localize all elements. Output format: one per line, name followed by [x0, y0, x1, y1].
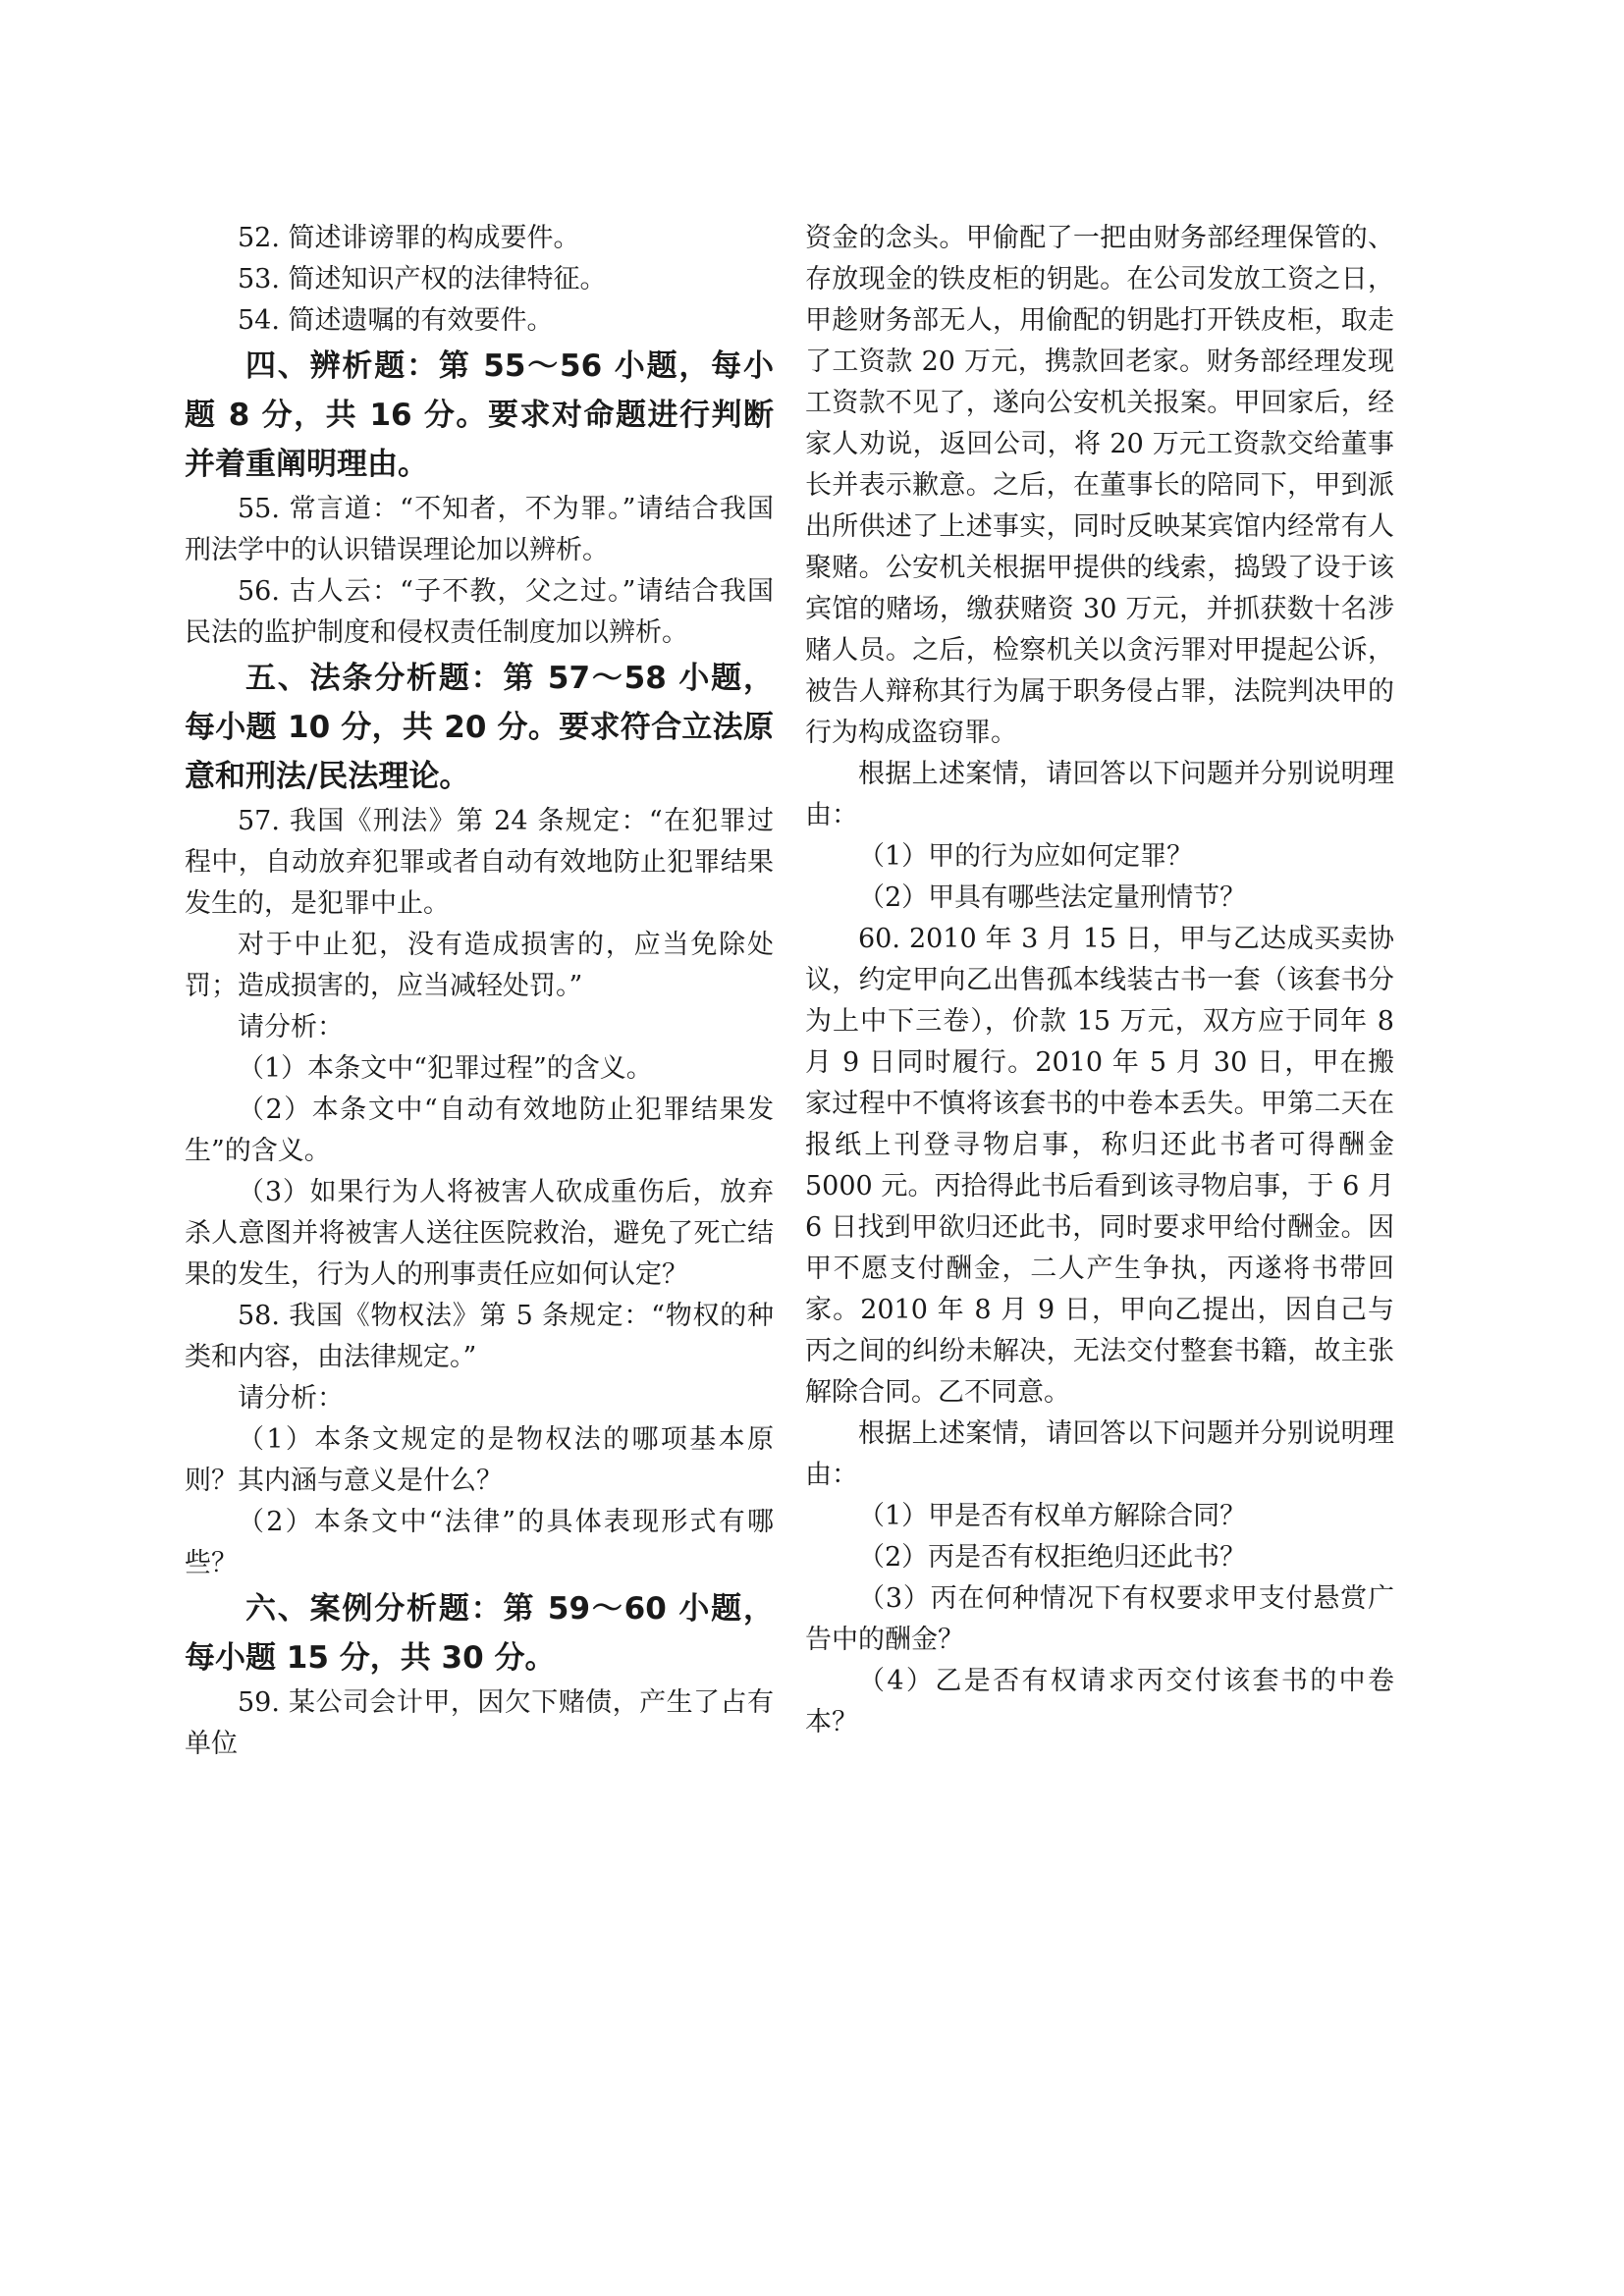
paragraph: （1）本条文中“犯罪过程”的含义。	[238, 1053, 653, 1084]
paragraph: 资金的念头。甲偷配了一把由财务部经理保管的、存放现金的铁皮柜的钥匙。在公司发放工资之日，甲趁财务部无人，用偷配的钥匙打开铁皮柜，取走了工资款 20 万元，携款回老家。财务部经理发现工资款不见了，遂向公安机关报案。甲回家后，经家人劝说，返回公司，将 20 万元工资款交给董事长并表示歉意。之后，在董事长的陪同下，甲到派出所供述了上述事实，同时反映某宾馆内经常有人聚赌。公安机关根据甲提供的线索，捣毁了设于该宾馆的赌场，缴获赌资 30 万元，并抓获数十名涉赌人员。之后，检察机关以贪污罪对甲提起公诉，被告人辩称其行为属于职务侵占罪，法院判决甲的行为构成盗窃罪。	[805, 223, 1394, 748]
paragraph: 59. 某公司会计甲，因欠下赌债，产生了占有单位	[185, 1687, 774, 1759]
paragraph: （2）甲具有哪些法定量刑情节？	[858, 882, 1247, 913]
paragraph: （1）甲的行为应如何定罪？	[858, 841, 1194, 872]
paragraph: 58. 我国《物权法》第 5 条规定：“物权的种类和内容，由法律规定。”	[185, 1301, 774, 1372]
paragraph: 52. 简述诽谤罪的构成要件。	[238, 223, 580, 253]
paragraph: 根据上述案情，请回答以下问题并分别说明理由：	[805, 1418, 1394, 1490]
right-column	[805, 218, 1394, 1743]
paragraph: 56. 古人云：“子不教，父之过。”请结合我国民法的监护制度和侵权责任制度加以辨析。	[185, 576, 774, 648]
paragraph: 请分析：	[238, 1383, 344, 1414]
section-heading: 五、法条分析题：第 57～58 小题，每小题 10 分，共 20 分。要求符合立法原意和刑法/民法理论。	[185, 661, 774, 794]
paragraph: 请分析：	[238, 1012, 344, 1042]
paragraph: （1）甲是否有权单方解除合同？	[858, 1501, 1247, 1531]
paragraph: 根据上述案情，请回答以下问题并分别说明理由：	[805, 759, 1394, 830]
paragraph: 对于中止犯，没有造成损害的，应当免除处罚；造成损害的，应当减轻处罚。”	[185, 930, 774, 1001]
paragraph: （2）丙是否有权拒绝归还此书？	[858, 1542, 1247, 1573]
left-column	[185, 218, 774, 1765]
paragraph: （1）本条文规定的是物权法的哪项基本原则？其内涵与意义是什么？	[185, 1424, 774, 1496]
paragraph: （2）本条文中“法律”的具体表现形式有哪些？	[185, 1507, 774, 1578]
paragraph: 53. 简述知识产权的法律特征。	[238, 264, 607, 294]
paragraph: （4）乙是否有权请求丙交付该套书的中卷本？	[805, 1666, 1394, 1737]
paragraph: （3）如果行为人将被害人砍成重伤后，放弃杀人意图并将被害人送往医院救治，避免了死亡结果的发生，行为人的刑事责任应如何认定？	[185, 1177, 774, 1290]
paragraph: （3）丙在何种情况下有权要求甲支付悬赏广告中的酬金？	[805, 1583, 1394, 1655]
paragraph: 60. 2010 年 3 月 15 日，甲与乙达成买卖协议，约定甲向乙出售孤本线装古书一套（该套书分为上中下三卷），价款 15 万元，双方应于同年 8 月 9 日同时履行。2010 年 5 月 30 日，甲在搬家过程中不慎将该套书的中卷本丢失。甲第二天在报纸上刊登寻物启事，称归还此书者可得酬金 5000 元。丙拾得此书后看到该寻物启事，于 6 月 6 日找到甲欲归还此书，同时要求甲给付酬金。因甲不愿支付酬金，二人产生争执，丙遂将书带回家。2010 年 8 月 9 日，甲向乙提出，因自己与丙之间的纠纷未解决，无法交付整套书籍，故主张解除合同。乙不同意。	[805, 924, 1394, 1408]
paragraph: （2）本条文中“自动有效地防止犯罪结果发生”的含义。	[185, 1095, 774, 1166]
paragraph: 55. 常言道：“不知者，不为罪。”请结合我国刑法学中的认识错误理论加以辨析。	[185, 494, 774, 565]
paragraph: 54. 简述遗嘱的有效要件。	[238, 305, 554, 336]
section-heading: 四、辨析题：第 55～56 小题，每小题 8 分，共 16 分。要求对命题进行判断并着重阐明理由。	[185, 348, 774, 482]
section-heading: 六、案例分析题：第 59～60 小题，每小题 15 分，共 30 分。	[185, 1591, 774, 1676]
paragraph: 57. 我国《刑法》第 24 条规定：“在犯罪过程中，自动放弃犯罪或者自动有效地防止犯罪结果发生的，是犯罪中止。	[185, 806, 774, 919]
